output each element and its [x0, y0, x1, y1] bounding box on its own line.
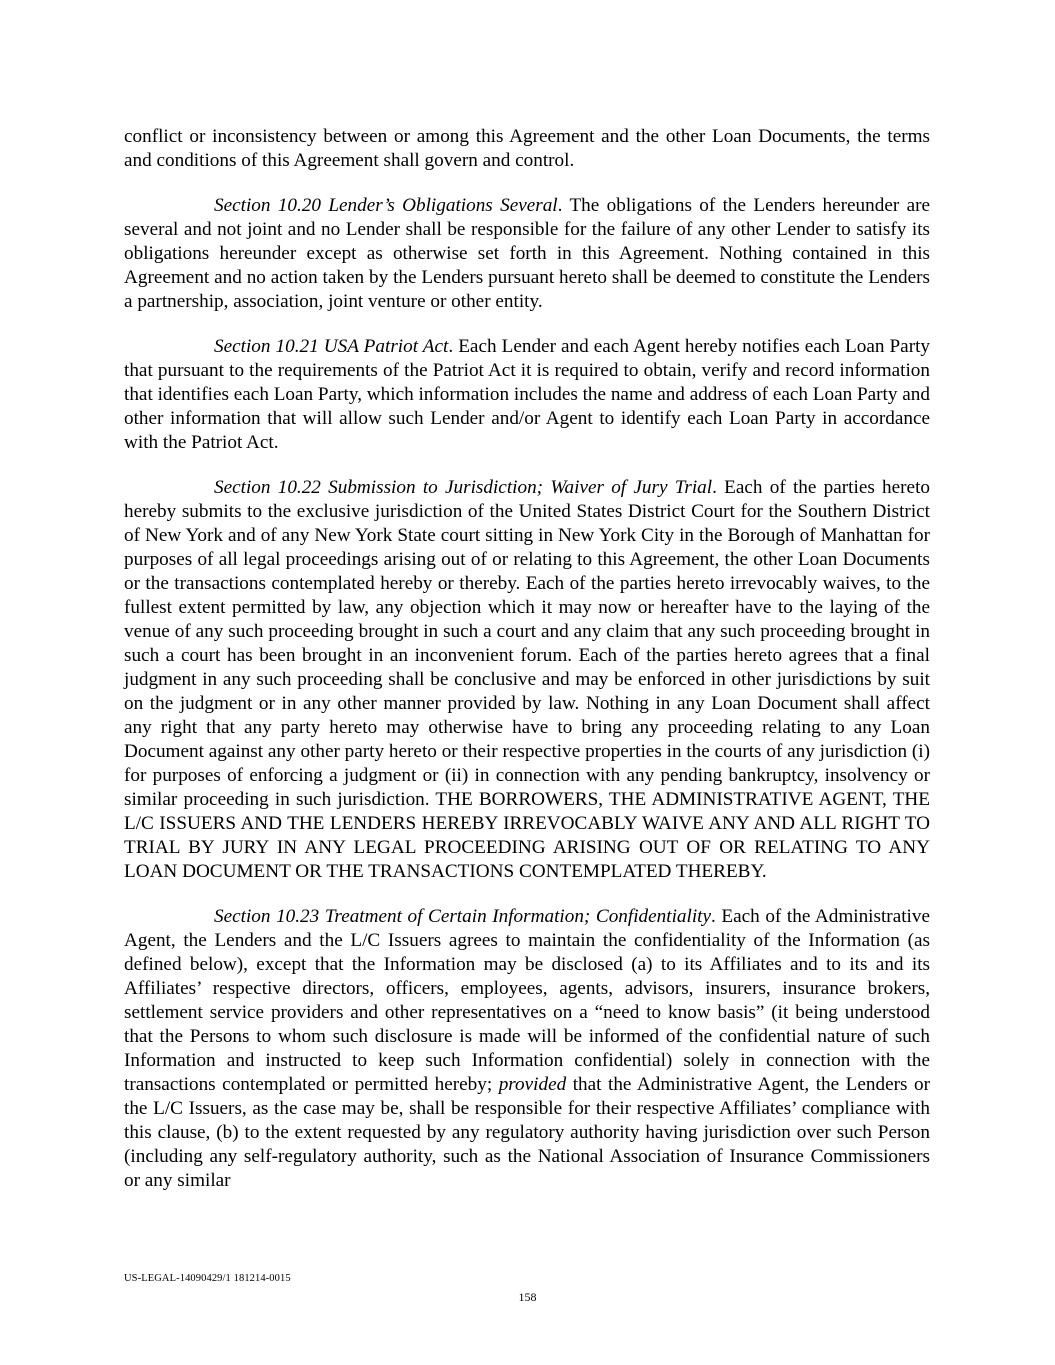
section-heading: Section 10.23 Treatment of Certain Information; Confidentiality	[214, 906, 712, 927]
paragraph-text: that the Administrative Agent, the Lenders or the L/C Issuers, as the case may be, shall be responsible for their respective Affiliates’ compliance with this clause, (b) to the extent requested by any regulatory authority having jurisdiction over such Person (including any self-regulatory authority, such as the National Association of Insurance Commissioners or any similar	[124, 1074, 930, 1191]
paragraph-text: . The obligations of the Lenders hereunder are several and not joint and no Lender shall be responsible for the failure of any other Lender to satisfy its obligations hereunder except as otherwise set forth in this Agreement. Nothing contained in this Agreement and no action taken by the Lenders pursuant hereto shall be deemed to constitute the Lenders a partnership, association, joint venture or other entity.	[124, 195, 930, 312]
section-heading: Section 10.21 USA Patriot Act	[214, 336, 449, 357]
section-10-20	[124, 194, 930, 314]
section-10-21	[124, 335, 930, 455]
page-number: 158	[518, 1290, 537, 1304]
paragraph-text: . Each of the parties hereto hereby submits to the exclusive jurisdiction of the United States District Court for the Southern District of New York and of any New York State court sitting in New York City in the Borough of Manhattan for purposes of all legal proceedings arising out of or relating to this Agreement, the other Loan Documents or the transactions contemplated hereby or thereby. Each of the parties hereto irrevocably waives, to the fullest extent permitted by law, any objection which it may now or hereafter have to the laying of the venue of any such proceeding brought in such a court and any claim that any such proceeding brought in such a court has been brought in an inconvenient forum. Each of the parties hereto agrees that a final judgment in any such proceeding shall be conclusive and may be enforced in other jurisdictions by suit on the judgment or in any other manner provided by law. Nothing in any Loan Document shall affect any right that any party hereto may otherwise have to bring any proceeding relating to any Loan Document against any other party hereto or their respective properties in the courts of any jurisdiction (i) for purposes of enforcing a judgment or (ii) in connection with any pending bankruptcy, insolvency or similar proceeding in such jurisdiction. THE BORROWERS, THE ADMINISTRATIVE AGENT, THE L/C ISSUERS AND THE LENDERS HEREBY IRREVOCABLY WAIVE ANY AND ALL RIGHT TO TRIAL BY JURY IN ANY LEGAL PROCEEDING ARISING OUT OF OR RELATING TO ANY LOAN DOCUMENT OR THE TRANSACTIONS CONTEMPLATED THEREBY.	[124, 477, 930, 882]
section-10-22	[124, 476, 930, 884]
paragraph-text: . Each of the Administrative Agent, the Lenders and the L/C Issuers agrees to maintain the confidentiality of the Information (as defined below), except that the Information may be disclosed (a) to its Affiliates and to its and its Affiliates’ respective directors, officers, employees, agents, advisors, insurers, insurance brokers, settlement service providers and other representatives on a “need to know basis” (it being understood that the Persons to whom such disclosure is made will be informed of the confidential nature of such Information and instructed to keep such Information confidential) solely in connection with the transactions contemplated or permitted hereby;	[124, 906, 930, 1095]
section-heading: Section 10.22 Submission to Jurisdiction; Waiver of Jury Trial	[214, 477, 713, 498]
italic-term: provided	[498, 1074, 567, 1095]
paragraph-text: conflict or inconsistency between or among this Agreement and the other Loan Documents, the terms and conditions of this Agreement shall govern and control.	[124, 126, 930, 171]
footer-document-id: US-LEGAL-14090429/1 181214-0015	[124, 1273, 291, 1284]
section-heading: Section 10.20 Lender’s Obligations Several	[214, 195, 558, 216]
document-body	[124, 125, 930, 1214]
section-10-23	[124, 905, 930, 1193]
paragraph-continuation	[124, 125, 930, 173]
paragraph-text: . Each Lender and each Agent hereby notifies each Loan Party that pursuant to the requirements of the Patriot Act it is required to obtain, verify and record information that identifies each Loan Party, which information includes the name and address of each Loan Party and other information that will allow such Lender and/or Agent to identify each Loan Party in accordance with the Patriot Act.	[124, 336, 931, 453]
